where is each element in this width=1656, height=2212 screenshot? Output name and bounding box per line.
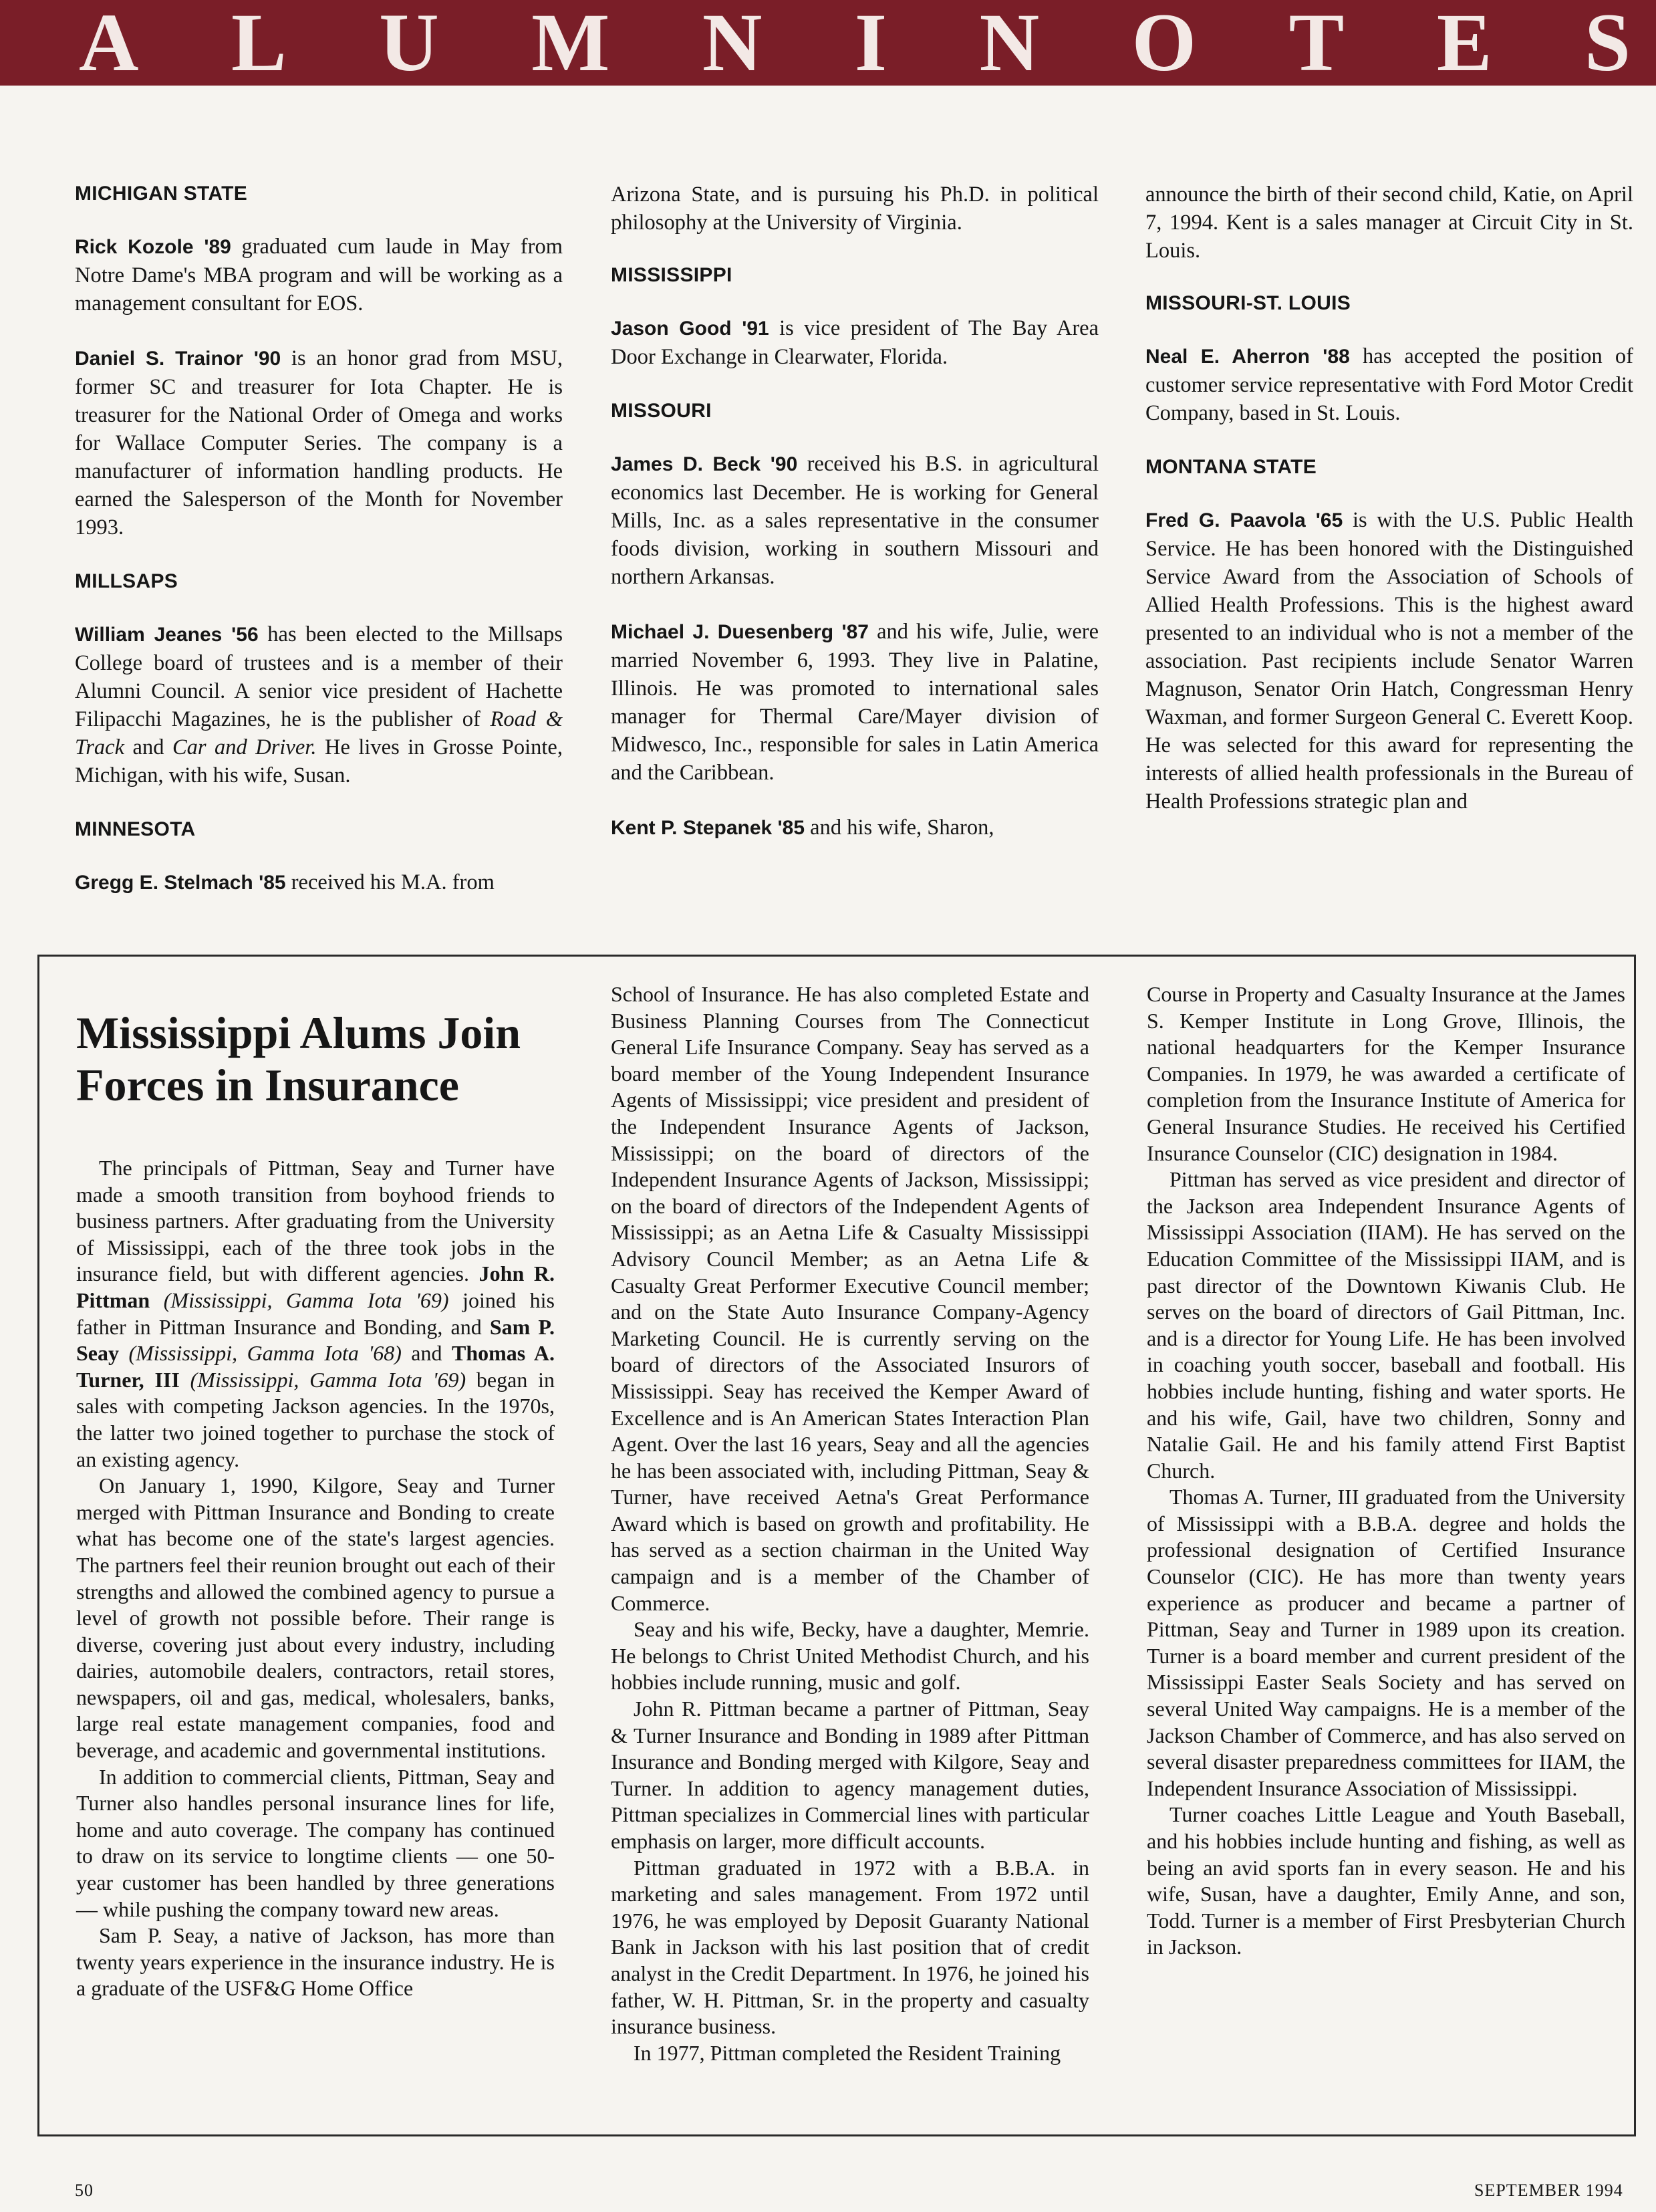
chapter-info: (Mississippi, Gamma Iota '69) [179, 1367, 466, 1392]
feature-paragraph: On January 1, 1990, Kilgore, Seay and Turner merged with Pittman Insurance and Bonding to create what has become one of the state's largest agencies. The partners feel their reunion brought out each of their strengths and allowed the combined agency to pursue a level of growth not possible before. Their range is diverse, covering just about every industry, including dairies, automobile dealers, contractors, retail stores, newspapers, oil and gas, medical, wholesalers, banks, large real estate management companies, food and beverage, and academic and governmental institutions. [76, 1473, 555, 1763]
section-heading: MINNESOTA [75, 818, 196, 840]
feature-paragraph: John R. Pittman became a partner of Pittman, Seay & Turner Insurance and Bonding in 1989 after Pittman Insurance and Bonding merged with Kilgore, Seay and Turner. In addition to agency management duties, Pittman specializes in Commercial lines with particular emphasis on larger, more difficult accounts. [611, 1697, 1089, 1853]
feature-paragraph: In addition to commercial clients, Pittman, Seay and Turner also handles personal insurance lines for life, home and auto coverage. The company has continued to draw on its service to longtime clients — one 50-year customer has been handled by three generations — while pushing the company toward new areas. [76, 1764, 555, 1921]
feature-paragraph: Sam P. Seay, a native of Jackson, has more than twenty years experience in the insurance industry. He is a graduate of the USF&G Home Office [76, 1923, 555, 2001]
note-text: and his wife, Julie, were married November 6, 1993. They live in Palatine, Illinois. He was promoted to international sales manager for Thermal Care/Mayer division of Midwesco, Inc., responsible for sales in Latin America and the Caribbean. [611, 620, 1099, 785]
chapter-info: (Mississippi, Gamma Iota '68) [119, 1341, 402, 1366]
alumni-note [1145, 342, 1633, 427]
feature-paragraph: Pittman graduated in 1972 with a B.B.A. in marketing and sales management. From 1972 until 1976, he was employed by Deposit Guaranty National Bank in Jackson with his last position that of credit analyst in the Credit Department. In 1976, he joined his father, W. H. Pittman, Sr. in the property and casualty insurance business. [611, 1855, 1089, 2039]
feature-paragraph [76, 1155, 555, 1473]
alumni-name: Rick Kozole '89 [75, 236, 231, 258]
alumni-note [1145, 506, 1633, 816]
masthead-banner [0, 0, 1656, 86]
section-heading: MISSOURI [611, 400, 712, 422]
masthead-letter: N [702, 0, 763, 88]
alumni-name: Daniel S. Trainor '90 [75, 348, 281, 370]
alumni-name: Neal E. Aherron '88 [1145, 346, 1350, 368]
feature-paragraph: Thomas A. Turner, III graduated from the University of Mississippi with a B.B.A. degree and holds the professional designation of Certified Insurance Counselor (CIC). He has more than twenty years experience as producer and became a partner of Pittman, Seay and Turner in 1989 upon its creation. Turner is a board member and current president of the Mississippi Easter Seals Society and has served on several United Way campaigns. He is a member of the Jackson Chamber of Commerce, and has also served on several disaster preparedness committees for IIAM, the Independent Insurance Association of Mississippi. [1147, 1485, 1625, 1800]
feature-column-2 [611, 981, 1089, 2066]
masthead-letter: E [1436, 0, 1492, 88]
note-text: and his wife, Sharon, [805, 816, 994, 840]
alumni-note-continued: announce the birth of their second child, Katie, on April 7, 1994. Kent is a sales manager at Circuit City in St. Louis. [1145, 182, 1633, 263]
feature-headline: Mississippi Alums Join Forces in Insurance [76, 1007, 521, 1110]
notes-column-1 [75, 180, 563, 924]
alumni-name: Kent P. Stepanek '85 [611, 817, 805, 839]
masthead-letter: A [79, 0, 139, 88]
note-text: is vice president of The Bay Area Door Exchange in Clearwater, Florida. [611, 316, 1099, 369]
note-text: received his M.A. from [285, 870, 495, 894]
alumni-note-continued: Arizona State, and is pursuing his Ph.D. in political philosophy at the University of Virginia. [611, 182, 1099, 235]
feature-column-3 [1147, 981, 1625, 1961]
alumni-note [611, 618, 1099, 787]
magazine-title: Car and Driver. [172, 735, 317, 759]
feature-text: The principals of Pittman, Seay and Turner have made a smooth transition from boyhood friends to business partners. After graduating from the University of Mississippi, each of the three took jobs in the insurance field, but with different agencies. [76, 1156, 555, 1286]
masthead-letter: U [379, 0, 439, 88]
section-heading: MONTANA STATE [1145, 456, 1317, 478]
feature-column-1 [76, 981, 555, 2002]
note-text: has accepted the position of customer service representative with Ford Motor Credit Company, based in St. Louis. [1145, 344, 1633, 425]
note-text: and [124, 735, 172, 759]
feature-paragraph: In 1977, Pittman completed the Resident Training [634, 2040, 1061, 2065]
note-text: is an honor grad from MSU, former SC and treasurer for Iota Chapter. He is treasurer for the National Order of Omega and works for Wallace Computer Series. The company is a manufacturer of information handling products. He earned the Salesperson of the Month for November 1993. [75, 346, 563, 539]
alumni-name: Jason Good '91 [611, 318, 769, 340]
section-heading: MICHIGAN STATE [75, 182, 248, 205]
alumni-note [611, 814, 1099, 842]
masthead-letter: M [531, 0, 610, 88]
magazine-title: Road & Track [75, 707, 563, 759]
note-text: has been elected to the Millsaps College board of trustees and is a member of their Alumni Council. A senior vice president of Hachette Filipacchi Magazines, he is the publisher of [75, 622, 563, 731]
section-heading: MISSISSIPPI [611, 264, 732, 286]
alumni-name: Gregg E. Stelmach '85 [75, 872, 286, 894]
note-text: received his B.S. in agricultural economics last December. He is working for General Mills, Inc. as a sales representative in the consumer foods division, working in southern Missouri and northern Arkansas. [611, 452, 1099, 589]
alumni-name: James D. Beck '90 [611, 453, 798, 475]
alumni-note [75, 344, 563, 541]
feature-paragraph: Pittman has served as vice president and director of the Jackson area Independent Insurance Agents of Mississippi Association (IIAM). He has served on the Education Committee of the Mississippi IIAM, and is past director of the Downtown Kiwanis Club. He serves on the board of directors of Gail Pittman, Inc. and is a director for Young Life. He has been involved in coaching youth soccer, baseball and football. His hobbies include hunting, fishing and water sports. He and his wife, Gail, have two children, Sonny and Natalie Gail. He and his family attend First Baptist Church. [1147, 1167, 1625, 1483]
alumni-note [611, 314, 1099, 371]
alumni-name: Michael J. Duesenberg '87 [611, 621, 869, 643]
feature-paragraph: Turner coaches Little League and Youth Baseball, and his hobbies include hunting and fishing, as well as being an avid sports fan in every season. He and his wife, Susan, have a daughter, Emily Anne, and son, Todd. Turner is a member of First Presbyterian Church in Jackson. [1147, 1802, 1625, 1959]
masthead-letter: T [1288, 0, 1345, 88]
masthead-letter: N [979, 0, 1040, 88]
chapter-info: (Mississippi, Gamma Iota '69) [150, 1287, 449, 1312]
person-name: John R. Pittman [76, 1261, 555, 1312]
alumni-name: William Jeanes '56 [75, 624, 259, 646]
masthead-letter: I [854, 0, 887, 88]
alumni-name: Fred G. Paavola '65 [1145, 509, 1343, 531]
person-name: Thomas A. Turner, III [76, 1341, 555, 1392]
feature-text: joined his father in Pittman Insurance and Bonding, and [76, 1287, 555, 1339]
feature-text: and [401, 1341, 452, 1366]
section-heading: MILLSAPS [75, 570, 178, 592]
feature-paragraph: Course in Property and Casualty Insurance at the James S. Kemper Institute in Long Grove, Illinois, the national headquarters for the Kemper Insurance Companies. In 1979, he was awarded a certificate of completion from the Insurance Institute of America for General Insurance Studies. He received his Certified Insurance Counselor (CIC) designation in 1984. [1147, 982, 1625, 1165]
masthead-letter: O [1131, 0, 1197, 88]
notes-column-2 [611, 180, 1099, 869]
feature-paragraph: School of Insurance. He has also completed Estate and Business Planning Courses from The Connecticut General Life Insurance Company. Seay has served as a board member of the Young Independent Insurance Agents of Mississippi; vice president and president of the Independent Insurance Agents of Jackson, Mississippi; on the board of directors of the Independent Insurance Agents of Jackson, Mississippi; on the board of directors of the Independent Agents of Mississippi; as an Aetna Life & Casualty Mississippi Advisory Council Member; as an Aetna Life & Casualty Great Performer Executive Council member; and on the State Auto Insurance Company-Agency Marketing Council. He is currently serving on the board of directors of the Associated Insurors of Mississippi. Seay has received the Kemper Award of Excellence and is An American States Interaction Plan Agent. Over the last 16 years, Seay and all the agencies he has been associated with, including Pittman, Seay & Turner, have received Aetna's Great Performance Award which is based on growth and profitability. He has served as a section chairman in the United Way campaign and is a member of the Chamber of Commerce. [611, 982, 1089, 1615]
masthead-letter: S [1584, 0, 1631, 88]
note-text: graduated cum laude in May from Notre Dame's MBA program and will be working as a management consultant for EOS. [75, 235, 563, 316]
masthead-letter: L [231, 0, 287, 88]
section-heading: MISSOURI-ST. LOUIS [1145, 292, 1351, 314]
alumni-note [75, 868, 563, 897]
issue-date: SEPTEMBER 1994 [1474, 2181, 1623, 2200]
feature-text: began in sales with competing Jackson agencies. In the 1970s, the latter two joined together to purchase the stock of an existing agency. [76, 1367, 555, 1471]
alumni-note [75, 233, 563, 318]
alumni-note [75, 620, 563, 789]
page-number: 50 [75, 2181, 94, 2200]
note-text: He lives in Grosse Pointe, Michigan, with his wife, Susan. [75, 735, 563, 787]
alumni-note [611, 450, 1099, 591]
note-text: is with the U.S. Public Health Service. He has been honored with the Distinguished Service Award from the Association of Schools of Allied Health Professions. This is the highest award presented to an individual who is not a member of the association. Past recipients include Senator Warren Magnuson, Senator Orin Hatch, Congressman Henry Waxman, and former Surgeon General C. Everett Koop. He was selected for this award for representing the interests of allied health professionals in the Bureau of Health Professions strategic plan and [1145, 508, 1633, 814]
feature-paragraph: Seay and his wife, Becky, have a daughter, Memrie. He belongs to Christ United Methodist Church, and his hobbies include running, music and golf. [611, 1617, 1089, 1695]
person-name: Sam P. Seay [76, 1314, 555, 1366]
notes-column-3 [1145, 180, 1633, 842]
